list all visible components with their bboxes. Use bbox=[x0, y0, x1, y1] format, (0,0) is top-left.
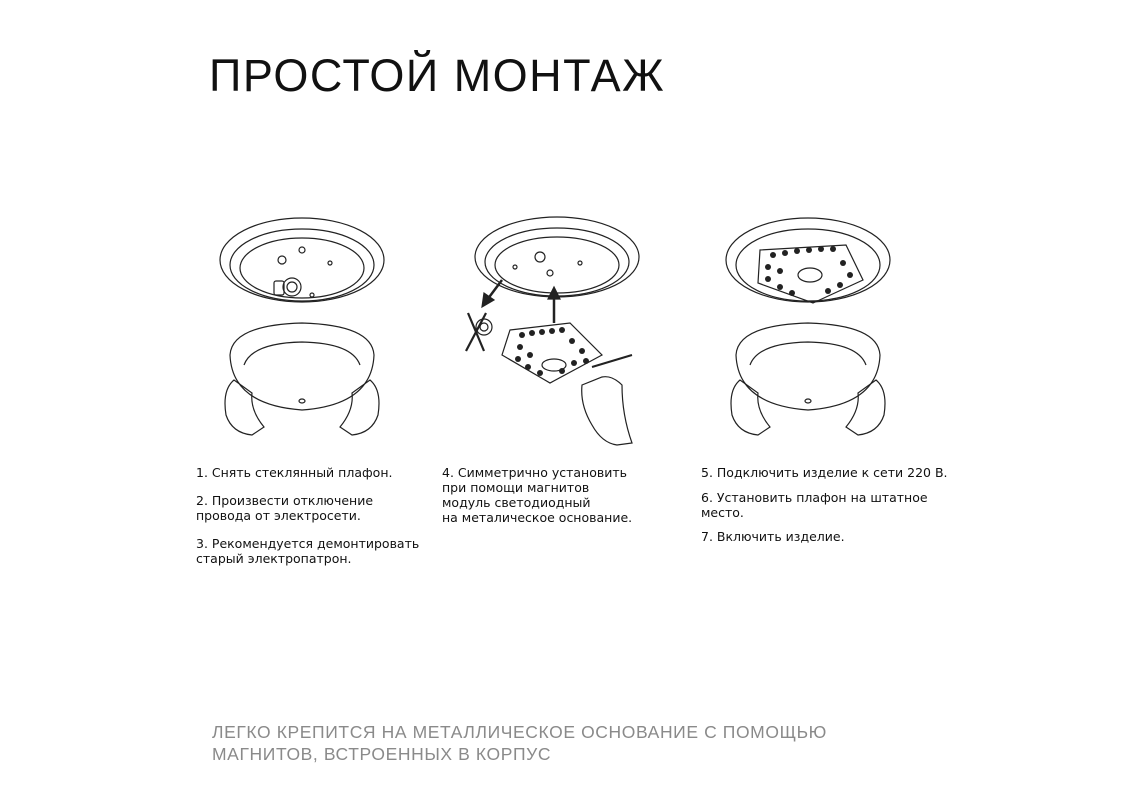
page-title: ПРОСТОЙ МОНТАЖ bbox=[209, 50, 666, 101]
step-1: 1. Снять стеклянный плафон. bbox=[196, 465, 393, 480]
step-5: 5. Подключить изделие к сети 220 В. bbox=[701, 465, 948, 480]
footer-note bbox=[212, 721, 932, 765]
steps-column-3 bbox=[701, 465, 961, 544]
steps-column-2 bbox=[442, 465, 682, 525]
footer-line-1: ЛЕГКО КРЕПИТСЯ НА МЕТАЛЛИЧЕСКОЕ ОСНОВАНИЕ С ПОМОЩЬЮ bbox=[212, 722, 827, 742]
step-3: 3. Рекомендуется демонтировать старый электропатрон. bbox=[196, 536, 420, 566]
illustration-remove-shade bbox=[212, 205, 392, 445]
step-7: 7. Включить изделие. bbox=[701, 529, 845, 544]
step-6: 6. Установить плафон на штатное место. bbox=[701, 490, 928, 520]
footer-line-2: МАГНИТОВ, ВСТРОЕННЫХ В КОРПУС bbox=[212, 744, 552, 764]
steps-column-1 bbox=[196, 465, 436, 566]
step-4: 4. Симметрично установить при помощи магнитов модуль светодиодный на металическое основание. bbox=[442, 465, 633, 525]
illustration-mount-shade bbox=[718, 205, 898, 445]
step-2: 2. Произвести отключение провода от электросети. bbox=[196, 493, 374, 523]
illustration-install-module bbox=[462, 205, 642, 450]
